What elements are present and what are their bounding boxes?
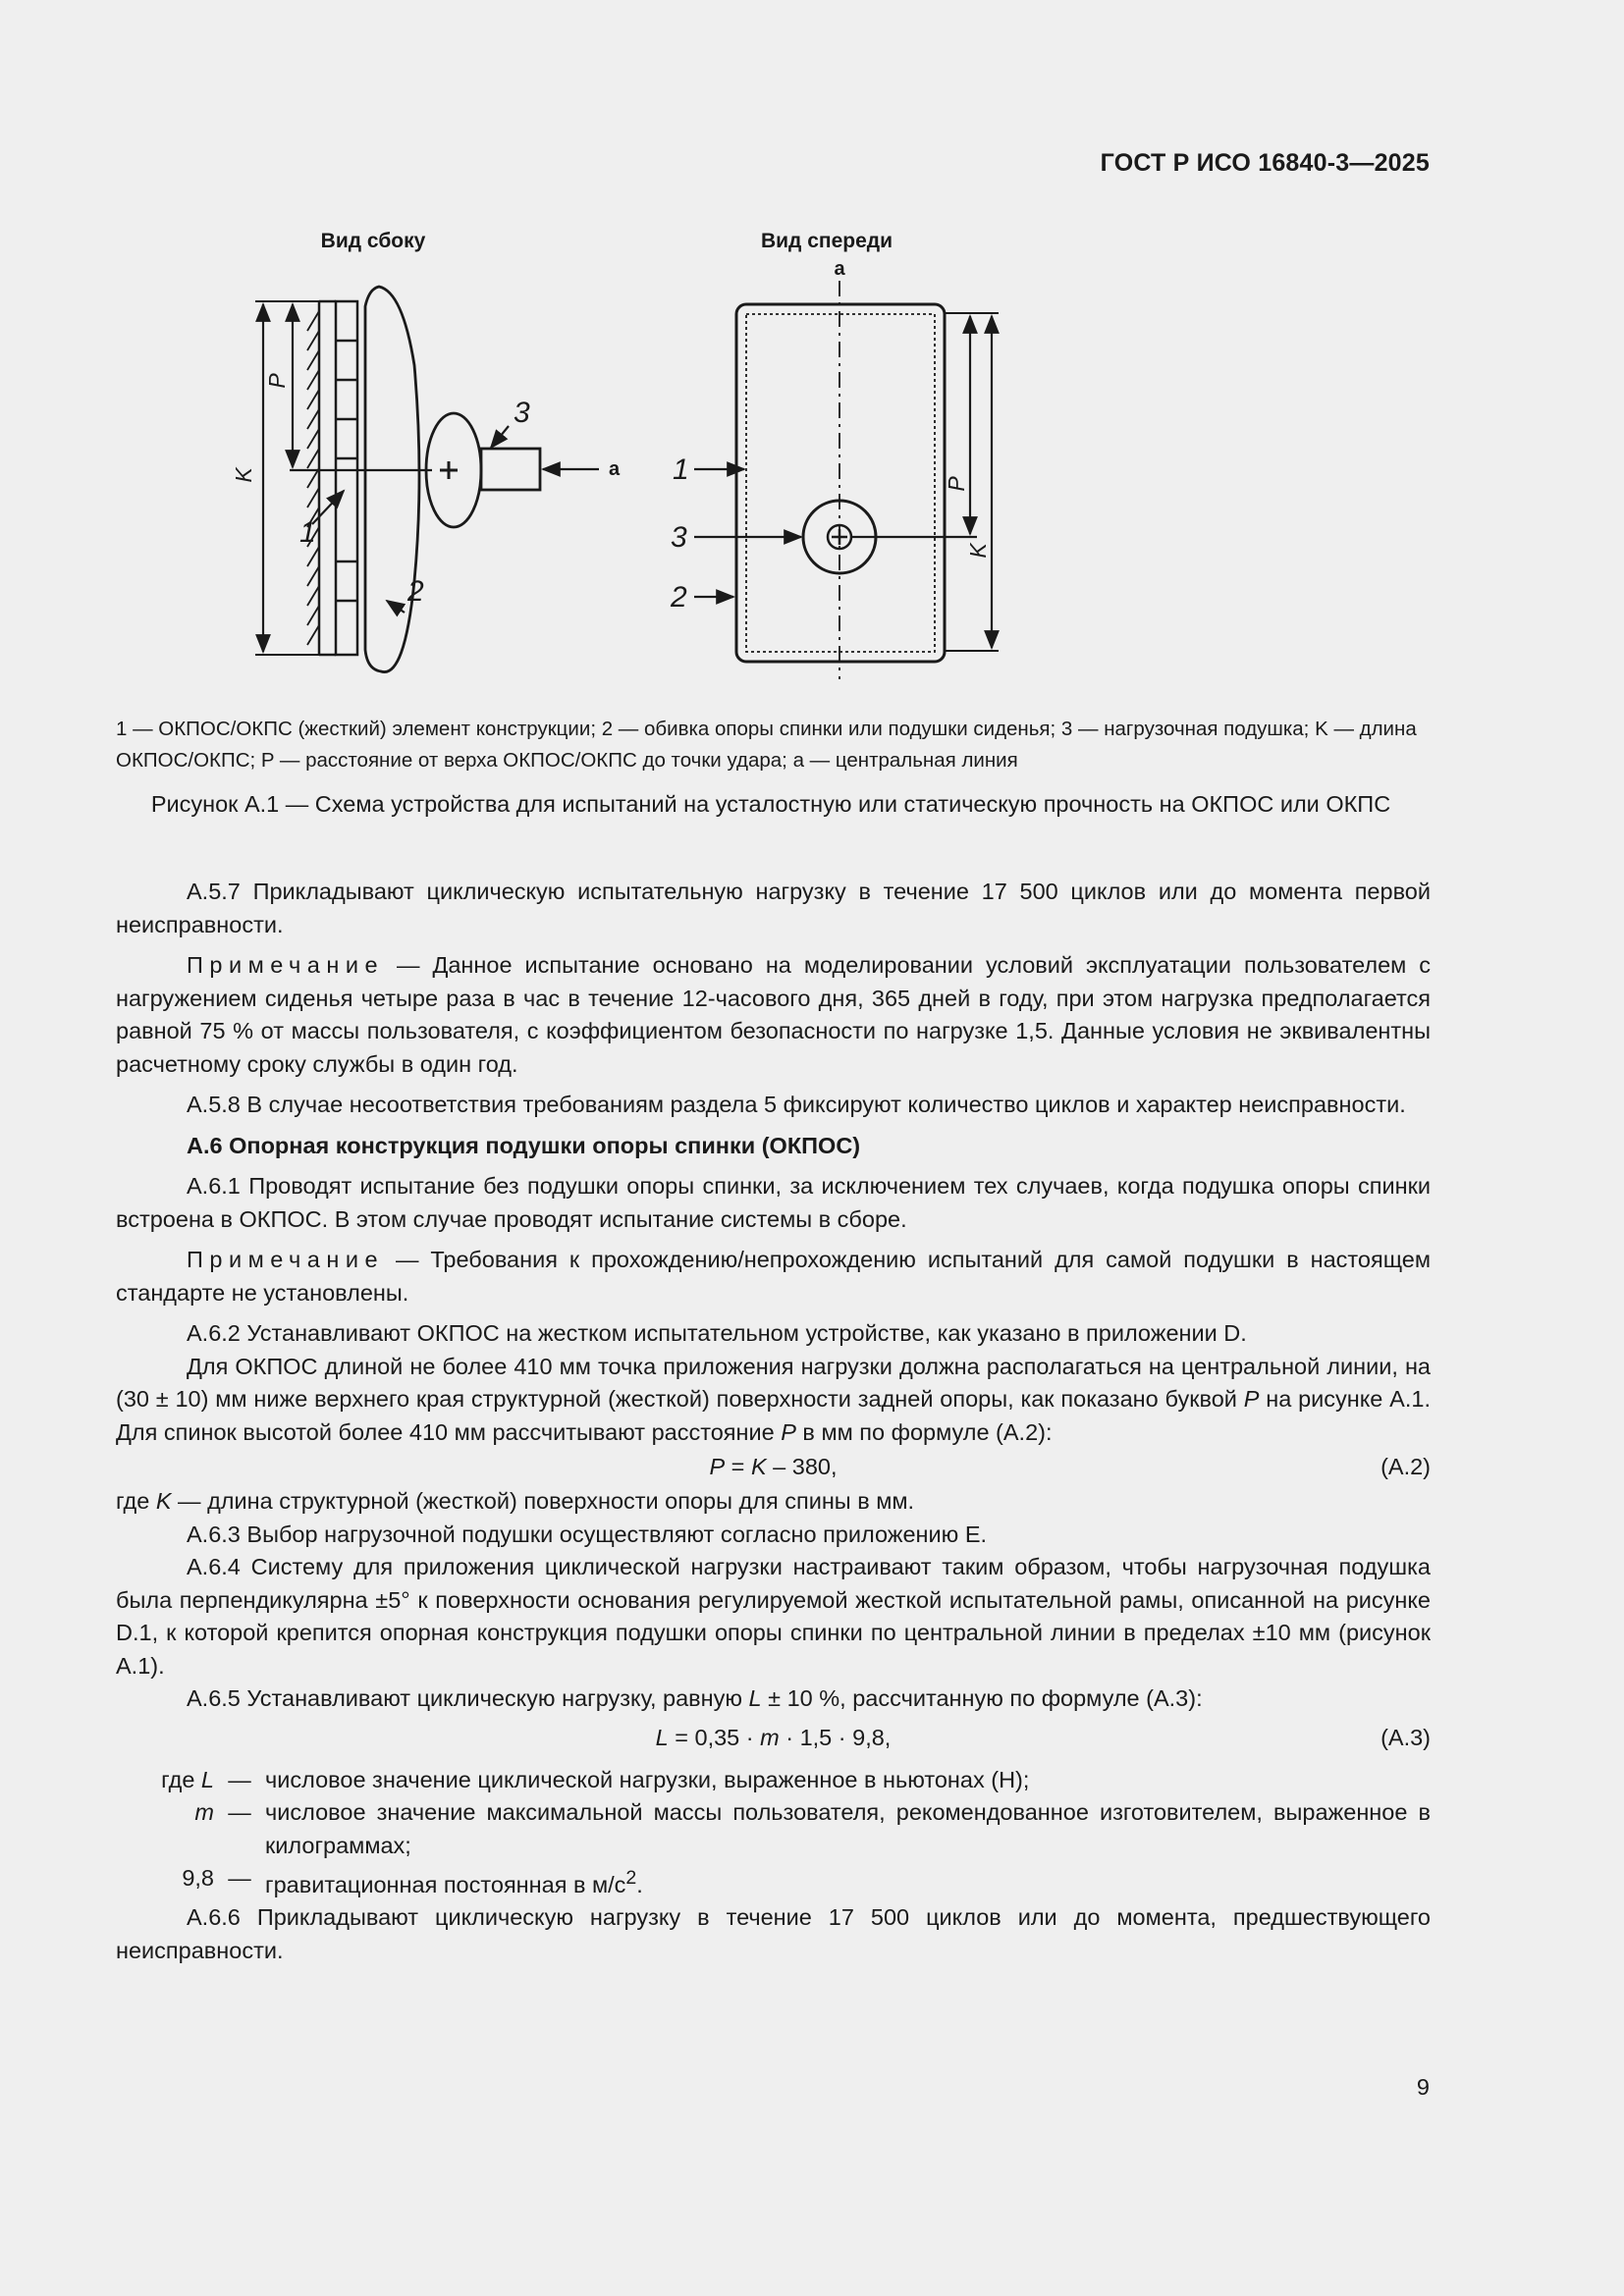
formula-a3-l: L [655, 1724, 669, 1750]
paragraph-a62: А.6.2 Устанавливают ОКПОС на жестком испытательном устройстве, как указано в приложении D. [187, 1320, 1247, 1346]
label-3-front: 3 [671, 521, 687, 554]
formula-a3-number: (А.3) [1380, 1724, 1431, 1750]
definition-m-term [116, 1796, 214, 1862]
definition-list [116, 1764, 1431, 1902]
side-view-drawing [255, 287, 599, 672]
label-k-front: K [965, 543, 991, 559]
definition-g-dash: — [228, 1865, 251, 1891]
where-k-var: K [155, 1488, 172, 1514]
label-2-front: 2 [671, 581, 687, 614]
label-a-side: a [609, 458, 621, 480]
definition-g-text: гравитационная постоянная в м/с [265, 1871, 626, 1897]
side-view-title: Вид сбоку [320, 230, 426, 252]
paragraph-a57: А.5.7 Прикладывают циклическую испытательную нагрузку в течение 17 500 циклов или до момента первой неисправности. [116, 879, 1431, 937]
a62-var-p-2: P [781, 1418, 796, 1445]
formula-a3 [116, 1720, 1431, 1756]
a65-text-2: ± 10 %, рассчитанную по формуле (А.3): [761, 1685, 1203, 1711]
note-2 [116, 1244, 1431, 1309]
formula-a2-number: (А.2) [1380, 1454, 1431, 1479]
note-1 [116, 949, 1431, 1081]
a62-text-1: Для ОКПОС длиной не более 410 мм точка приложения нагрузки должна располагаться на центральной линии, на (30 ± 10) мм ниже верхнего края структурной (жесткой) поверхности задней опоры, как показано буквой [116, 1353, 1431, 1412]
paragraph-a58: А.5.8 В случае несоответствия требованиям раздела 5 фиксируют количество циклов и характер неисправности. [187, 1092, 1406, 1117]
definition-l-dash: — [228, 1766, 251, 1792]
label-3-side: 3 [514, 397, 530, 429]
formula-a3-m: m [760, 1724, 780, 1750]
formula-a2-eq: = [725, 1454, 751, 1479]
definition-g-desc [265, 1862, 1431, 1901]
formula-a3-expression [116, 1722, 1431, 1755]
figure-caption: Рисунок А.1 — Схема устройства для испытаний на усталостную или статическую прочность на ОКПОС или ОКПС [150, 791, 1391, 817]
paragraph-a62-cont [116, 1351, 1431, 1450]
definition-l-term: где L [161, 1766, 214, 1792]
formula-a2-p: P [709, 1454, 726, 1479]
formula-a2-k: K [750, 1454, 767, 1479]
definition-l-desc: числовое значение циклической нагрузки, выраженное в ньютонах (Н); [265, 1766, 1030, 1792]
label-1-side: 1 [299, 516, 316, 549]
paragraph-a64: А.6.4 Систему для приложения циклической нагрузки настраивают таким образом, чтобы нагрузочная подушка была перпендикулярна ±5° к поверхности основания регулируемой жесткой испытательной рамы, описанной на рисунке D.1, к которой крепится опорная конструкция подушки опоры спинки по центральной линии в пределах ±10 мм (рисунок А.1). [116, 1554, 1431, 1679]
note-2-body: — Требования к прохождению/непрохождению испытаний для самой подушки в настоящем стандарте не установлены. [116, 1247, 1431, 1306]
formula-a2 [116, 1449, 1431, 1485]
label-p-front: P [944, 476, 969, 492]
definition-g-sup: 2 [625, 1867, 637, 1889]
note-2-label: Примечание [187, 1247, 385, 1272]
front-view-title: Вид спереди [760, 230, 893, 252]
definition-m [116, 1796, 1431, 1862]
page-number: 9 [1416, 2074, 1430, 2100]
a62-text-3: в мм по формуле (А.2): [795, 1418, 1053, 1445]
formula-a3-tail: · 1,5 · 9,8, [779, 1724, 892, 1750]
a65-text-1: А.6.5 Устанавливают циклическую нагрузку, равную [187, 1685, 749, 1711]
figure-a1 [108, 218, 1453, 689]
document-body [116, 876, 1431, 1967]
figure-a1-diagram [108, 218, 1453, 689]
a62-text-2: на рисунке А.1. Для спинок высотой более 410 мм рассчитывают расстояние [116, 1386, 1431, 1445]
formula-a2-tail: – 380, [766, 1454, 838, 1479]
paragraph-a63: А.6.3 Выбор нагрузочной подушки осуществляют согласно приложению Е. [187, 1521, 988, 1547]
note-1-label: Примечание [187, 952, 385, 978]
a62-var-p: P [1243, 1386, 1260, 1412]
definition-g-term: 9,8 [182, 1865, 214, 1891]
where-k-prefix: где [116, 1488, 156, 1514]
label-k-side: K [231, 467, 256, 483]
label-a-front: a [834, 258, 845, 280]
definition-g [116, 1862, 1431, 1901]
where-k [116, 1485, 1431, 1519]
paragraph-a61: А.6.1 Проводят испытание без подушки опоры спинки, за исключением тех случаев, когда подушка опоры спинки встроена в ОКПОС. В этом случае проводят испытание системы в сборе. [116, 1173, 1431, 1232]
paragraph-a65 [116, 1682, 1431, 1716]
figure-legend: 1 — ОКПОС/ОКПС (жесткий) элемент конструкции; 2 — обивка опоры спинки или подушки сиденья; 3 — нагрузочная подушка; K — длина ОКПОС/ОКПС; P — расстояние от верха ОКПОС/ОКПС до точки удара; a — центральная линия [116, 718, 1417, 772]
section-heading-a6: А.6 Опорная конструкция подушки опоры спинки (ОКПОС) [187, 1132, 861, 1158]
definition-m-desc: числовое значение максимальной массы пользователя, рекомендованное изготовителем, выраженное в килограммах; [265, 1799, 1431, 1858]
standard-header: ГОСТ Р ИСО 16840-3—2025 [1100, 149, 1430, 177]
definition-l [116, 1764, 1431, 1797]
definition-g-end: . [636, 1871, 643, 1897]
note-1-body: — Данное испытание основано на моделировании условий эксплуатации пользователем с нагружением сиденья четыре раза в час в течение 12-часового дня, 365 дней в году, при этом нагрузка предполагается равной 75 % от массы пользователя, с коэффициентом безопасности по нагрузке 1,5. Данные условия не эквивалентны расчетному сроку службы в один год. [116, 952, 1431, 1077]
a65-var-l: L [748, 1685, 762, 1711]
definition-m-dash: — [228, 1799, 251, 1825]
formula-a3-mid: = 0,35 · [668, 1724, 761, 1750]
definition-m-var: m [194, 1799, 214, 1825]
label-1-front: 1 [673, 454, 689, 486]
paragraph-a66: А.6.6 Прикладывают циклическую нагрузку в течение 17 500 циклов или до момента, предшествующего неисправности. [116, 1904, 1431, 1963]
label-p-side: P [264, 373, 290, 389]
where-k-desc: — длина структурной (жесткой) поверхности опоры для спины в мм. [171, 1488, 915, 1514]
label-2-side: 2 [407, 575, 424, 608]
formula-a2-expression [116, 1451, 1431, 1484]
